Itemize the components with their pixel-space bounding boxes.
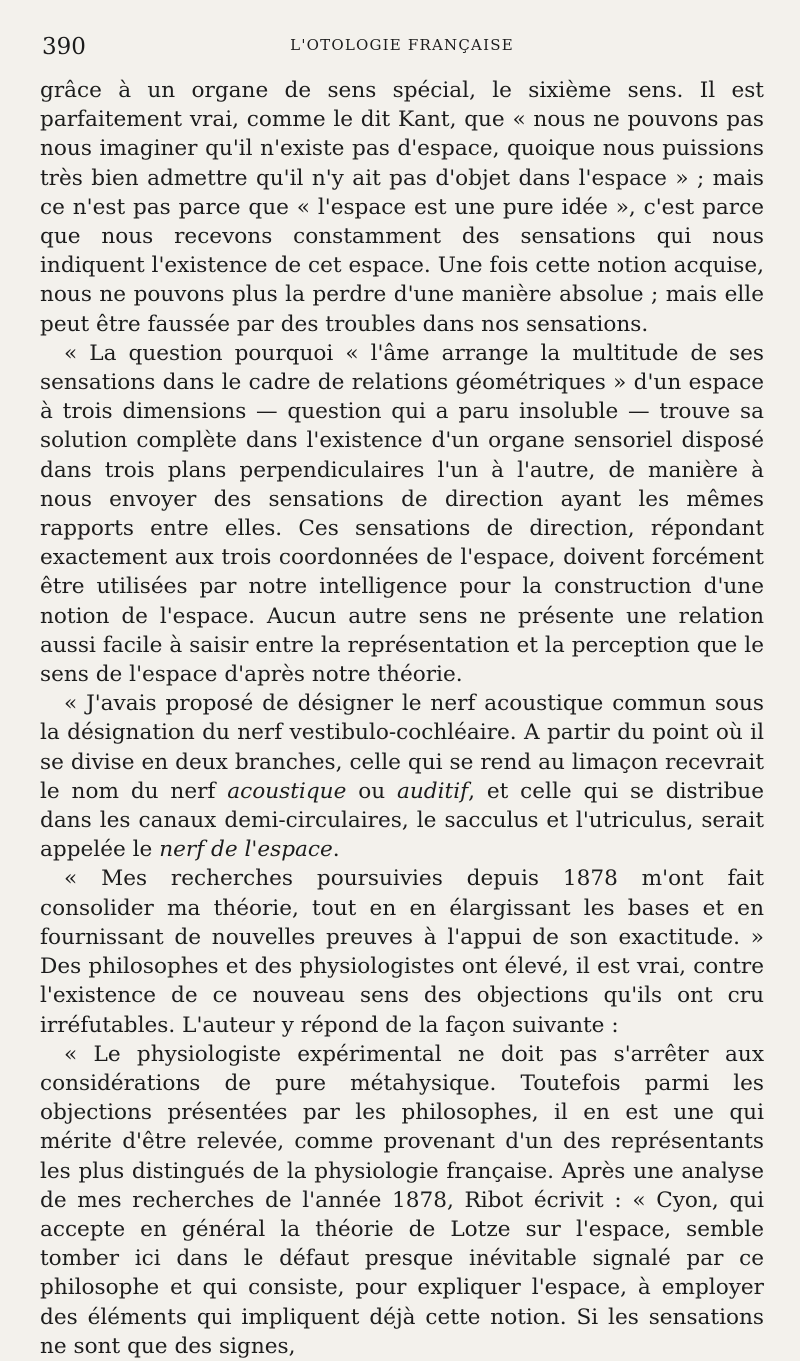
running-title: L'OTOLOGIE FRANÇAISE (290, 36, 514, 54)
text-run: ou (346, 778, 398, 804)
paragraph (40, 1040, 764, 1361)
text-run: « J'avais proposé de désigner le nerf acoustique commun sous la désignation du nerf vestibulo-cochléaire. A partir du point où il se divise en deux branches, celle qui se rend au limaçon recevrait le nom du nerf (40, 691, 764, 804)
text-run: « Mes recherches poursuivies depuis 1878 m'ont fait consolider ma théorie, tout en en élargissant les bases et en fournissant de nouvelles preuves à l'appui de son exactitude. » Des philosophes et des physiologistes ont élevé, il est vrai, contre l'existence de ce nouveau sens des objections qu'ils ont cru irréfutables. L'auteur y répond de la façon suivante : (40, 866, 764, 1038)
paragraph (40, 76, 764, 339)
paragraph (40, 689, 764, 864)
paragraph (40, 864, 764, 1039)
text-run: . (332, 837, 340, 863)
italic-term: acoustique (227, 778, 347, 804)
text-run: « Le physiologiste expérimental ne doit pas s'arrêter aux considérations de pure métahysique. Toutefois parmi les objections présentées par les philosophes, il en est une qui mérite d'être relevée, comme provenant d'un des représentants les plus distingués de la physiologie française. Après une analyse de mes recherches de l'année 1878, Ribot écrivit : « Cyon, qui accepte en général la théorie de Lotze sur l'espace, semble tomber ici dans le défaut presque inévitable signalé par ce philosophe et qui consiste, pour expliquer l'espace, à employer des éléments qui impliquent déjà cette notion. Si les sensations ne sont que des signes, (40, 1041, 764, 1359)
italic-term: auditif (397, 778, 469, 804)
text-run: « La question pourquoi « l'âme arrange la multitude de ses sensations dans le cadre de relations géométriques » d'un espace à trois dimensions — question qui a paru insoluble — trouve sa solution complète dans l'existence d'un organe sensoriel disposé dans trois plans perpendiculaires l'un à l'autre, de manière à nous envoyer des sensations de direction ayant les mêmes rapports entre elles. Ces sensations de direction, répondant exactement aux trois coordonnées de l'espace, doivent forcément être utilisées par notre intelligence pour la construction d'une notion de l'espace. Aucun autre sens ne présente une relation aussi facile à saisir entre la représentation et la perception que le sens de l'espace d'après notre théorie. (40, 340, 764, 688)
body-text (40, 76, 764, 1361)
text-run: , et celle qui se distribue dans les canaux demi-circulaires, le sacculus et l'utriculus, serait appelée le (40, 778, 764, 863)
page-header (42, 30, 762, 66)
page-number: 390 (42, 34, 86, 60)
text-run: grâce à un organe de sens spécial, le sixième sens. Il est parfaitement vrai, comme le dit Kant, que « nous ne pouvons pas nous imaginer qu'il n'existe pas d'espace, quoique nous puissions très bien admettre qu'il n'y ait pas d'objet dans l'espace » ; mais ce n'est pas parce que « l'espace est une pure idée », c'est parce que nous recevons constamment des sensations qui nous indiquent l'existence de cet espace. Une fois cette notion acquise, nous ne pouvons plus la perdre d'une manière absolue ; mais elle peut être faussée par des troubles dans nos sensations. (40, 78, 764, 337)
italic-term: nerf de l'espace (159, 837, 333, 863)
paragraph (40, 339, 764, 689)
